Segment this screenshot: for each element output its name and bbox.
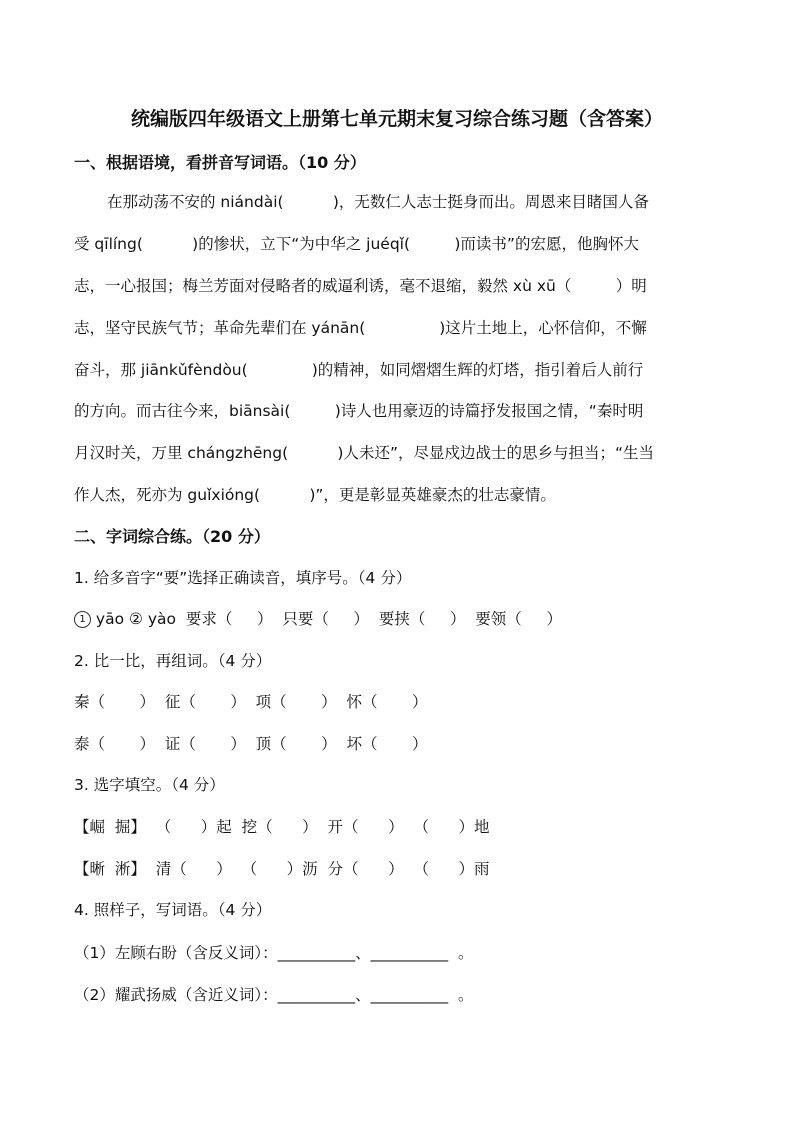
- question-1-options: [74, 607, 562, 629]
- question-2-row: 泰（ ） 证（ ） 顶（ ） 坏（ ）: [74, 735, 428, 753]
- question-3-row: 【崛 掘】 （ ）起 挖（ ） 开（ ） （ ）地: [74, 818, 490, 836]
- paragraph-line: 在那动荡不安的 niándài( )，无数仁人志士挺身而出。周恩来目睹国人备: [107, 193, 649, 211]
- paragraph-line: 月汉时关，万里 chángzhēng( )人未还”，尽显戍边战士的思乡与担当；“生当: [74, 444, 655, 462]
- question-4-row: （2）耀武扬威（含近义词）：__________、__________ 。: [74, 986, 474, 1004]
- paragraph-line: 作人杰，死亦为 guǐxióng( )”，更是彰显英雄豪杰的壮志豪情。: [74, 486, 556, 504]
- question-4-row: （1）左顾右盼（含反义词）：__________、__________ 。: [74, 944, 474, 962]
- paragraph-line: 志，坚守民族气节；革命先辈们在 yánān( )这片土地上，心怀信仰，不懈: [74, 319, 647, 337]
- paragraph-line: 奋斗，那 jiānkǔfèndòu( )的精神，如同熠熠生辉的灯塔，指引着后人前行: [74, 361, 644, 379]
- paragraph-line: 的方向。而古往今来，biānsài( )诗人也用豪迈的诗篇抒发报国之情，“秦时明: [74, 402, 644, 420]
- question-1-prompt: 1. 给多音字“要”选择正确读音，填序号。（4 分）: [74, 569, 412, 587]
- section-2-heading: 二、字词综合练。（20 分）: [74, 527, 270, 546]
- question-2-prompt: 2. 比一比，再组词。（4 分）: [74, 652, 272, 670]
- question-1-line: yāo ② yào 要求（ ） 只要（ ） 要挟（ ） 要领（ ）: [91, 610, 562, 628]
- question-3-row: 【晰 淅】 清（ ） （ ）沥 分（ ） （ ）雨: [74, 860, 490, 878]
- question-3-prompt: 3. 选字填空。（4 分）: [74, 776, 225, 794]
- section-1-heading: 一、根据语境，看拼音写词语。（10 分）: [74, 153, 366, 172]
- paragraph-line: 志，一心报国；梅兰芳面对侵略者的威逼利诱，毫不退缩，毅然 xù xū（ ）明: [74, 277, 647, 295]
- document-title: 统编版四年级语文上册第七单元期末复习综合练习题（含答案）: [130, 108, 663, 130]
- question-4-prompt: 4. 照样子，写词语。（4 分）: [74, 901, 272, 919]
- circled-number-icon: 1: [74, 611, 91, 628]
- question-2-row: 秦（ ） 征（ ） 项（ ） 怀（ ）: [74, 693, 428, 711]
- paragraph-line: 受 qīlíng( )的惨状，立下“为中华之 juéqǐ( )而读书”的宏愿，他胸怀大: [74, 235, 639, 253]
